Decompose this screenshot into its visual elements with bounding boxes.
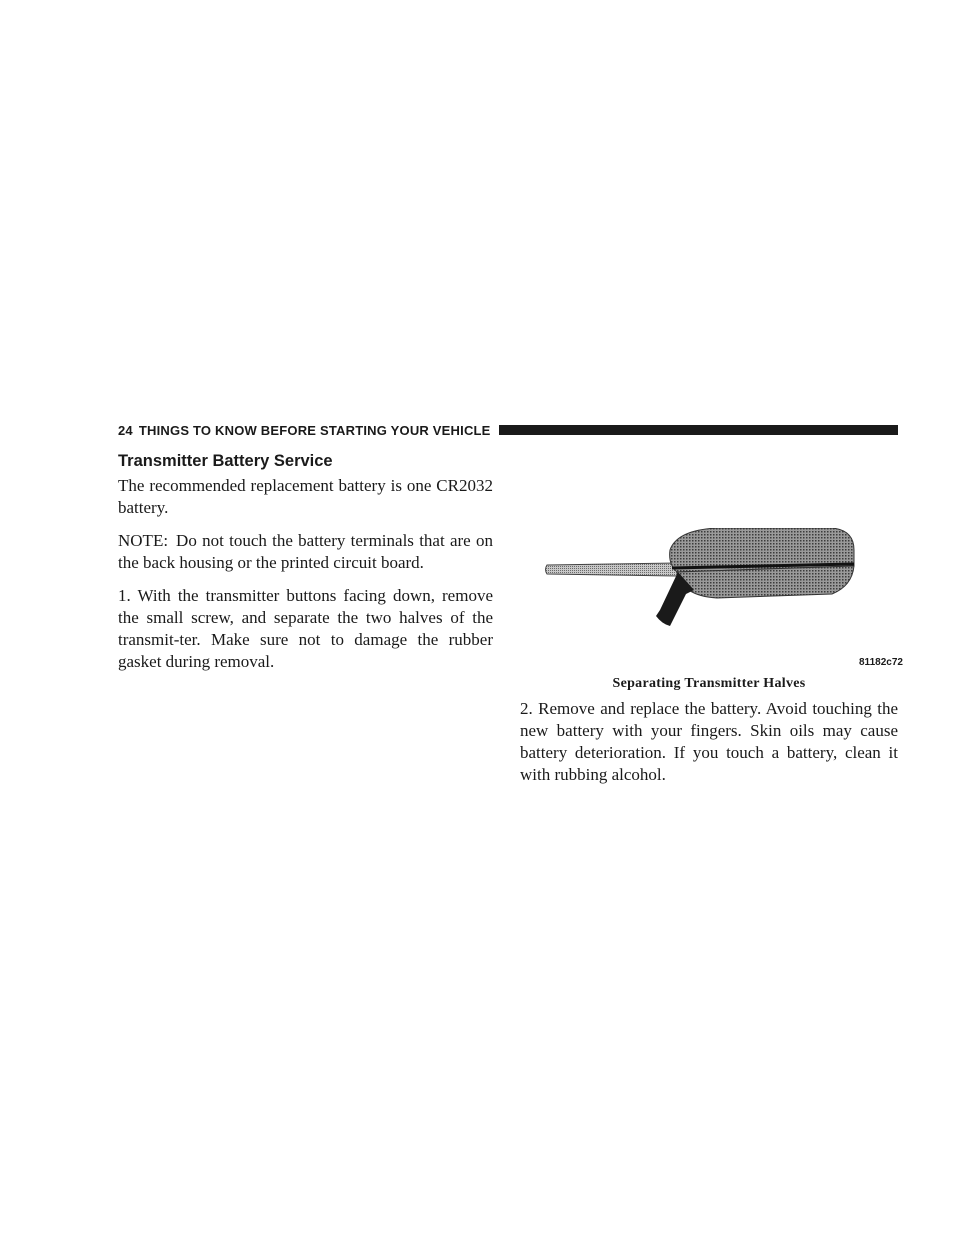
page-number: 24 (118, 422, 133, 438)
figure-id: 81182c72 (859, 657, 903, 668)
key-blade (546, 563, 678, 576)
intro-paragraph: The recommended replacement battery is one CR2032 battery. (118, 476, 493, 517)
section-title: Transmitter Battery Service (118, 452, 333, 470)
header-rule (499, 425, 898, 435)
right-column (520, 698, 898, 797)
note-text: Do not touch the battery terminals that are on the back housing or the printed circuit board. (118, 531, 493, 572)
transmitter-bottom-half (677, 566, 854, 598)
section-header-title: THINGS TO KNOW BEFORE STARTING YOUR VEHICLE (138, 422, 491, 438)
step-1-paragraph: 1. With the transmitter buttons facing down, remove the small screw, and separate the two halves of the transmit-ter. Make sure not to damage the rubber gasket during removal. (118, 586, 493, 671)
note-label: NOTE: (118, 531, 169, 550)
left-column (118, 452, 493, 684)
transmitter-drawing (542, 528, 898, 668)
transmitter-illustration (542, 528, 898, 668)
note-paragraph (118, 530, 493, 574)
step-2-paragraph: 2. Remove and replace the battery. Avoid touching the new battery with your fingers. Skin oils may cause battery deterioration. If you touch a battery, clean it with rubbing alcohol. (520, 699, 898, 784)
page-header (118, 421, 898, 439)
figure-caption: Separating Transmitter Halves (612, 676, 806, 691)
